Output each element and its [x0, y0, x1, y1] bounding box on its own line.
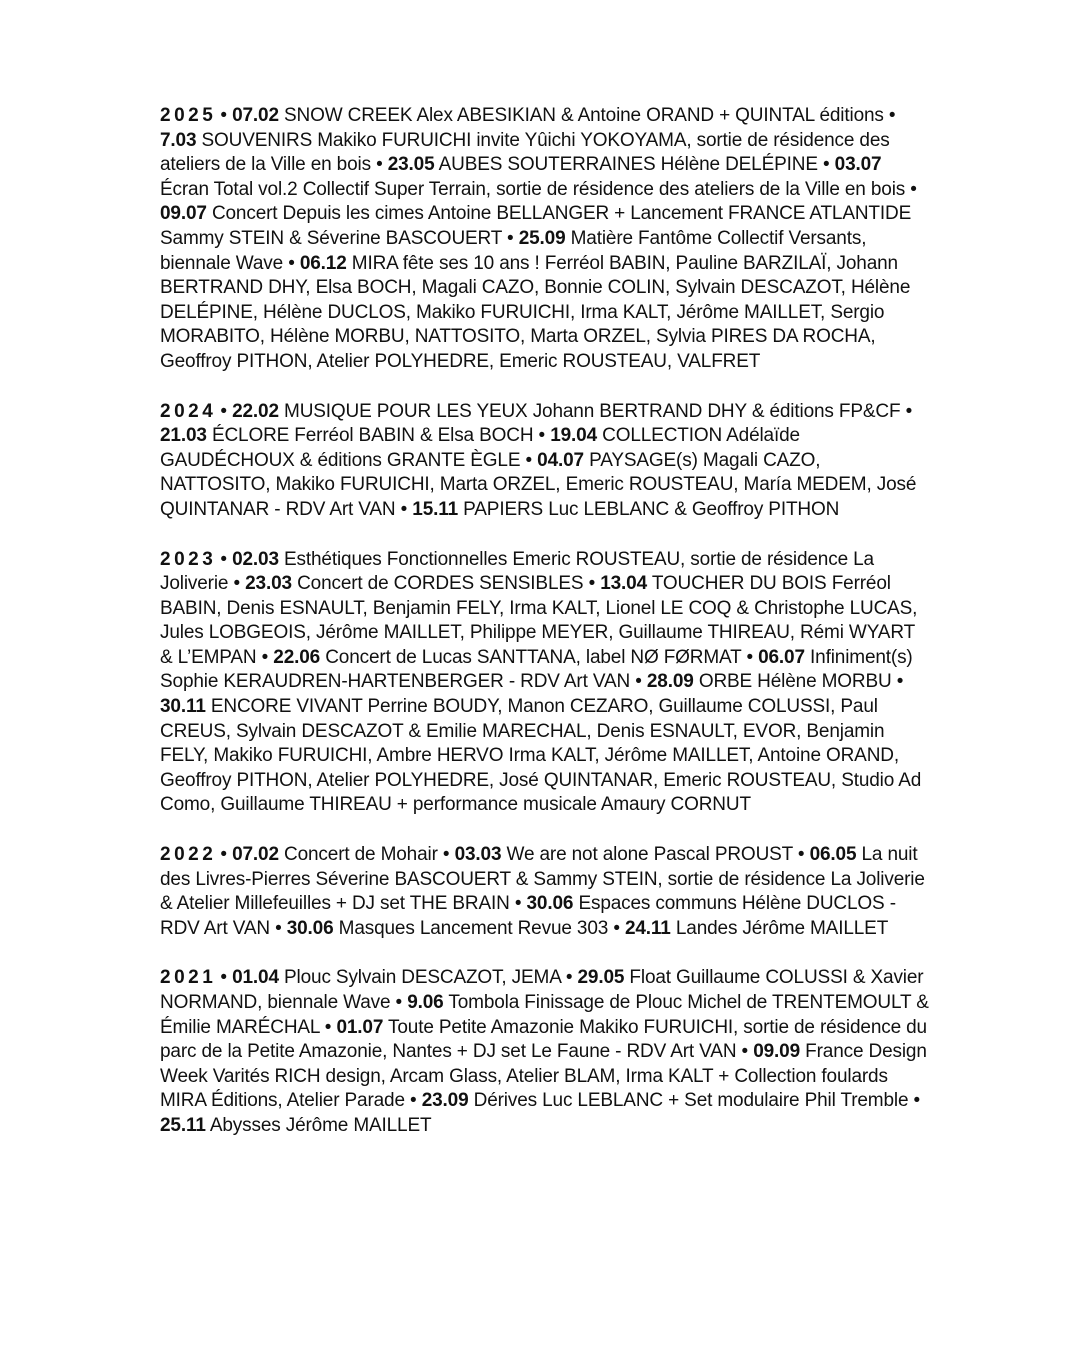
separator: •: [741, 1041, 749, 1063]
event-date: 29.05: [577, 967, 625, 989]
event-text: ORBE Hélène MORBU: [698, 671, 892, 693]
event-text: Infiniment(s) Sophie KERAUDREN-HARTENBERGER - RDV Art VAN: [160, 646, 913, 693]
event-date: 09.09: [753, 1041, 800, 1063]
separator: •: [395, 992, 403, 1013]
separator: •: [896, 671, 904, 693]
event-text: France Design Week Varités RICH design, Arcam Glass, Atelier BLAM, Irma KALT + Collection foulards MIRA Éditions, Atelier Parade: [160, 1041, 927, 1112]
separator: •: [613, 917, 620, 939]
separator: •: [588, 573, 596, 595]
year-heading: 2023: [160, 548, 217, 570]
event-date: 9.06: [407, 992, 444, 1013]
event-text: TOUCHER DU BOIS Ferréol BABIN, Denis ESNAULT, Benjamin FELY, Irma KALT, Lionel LE COQ & Christophe LUCAS, Jules LOBGEOIS, Jérôme MAILLET, Philippe MEYER, Guillaume THIREAU, Rémi WYART & L’EMPAN: [160, 573, 918, 668]
event-date: 21.03: [160, 425, 207, 447]
event-date: 07.02: [232, 105, 279, 126]
separator: •: [913, 1090, 921, 1112]
year-block-2025: [160, 104, 930, 375]
event-text: Plouc Sylvain DESCAZOT, JEMA: [284, 967, 561, 989]
exhibition-history: [160, 104, 930, 1164]
separator: •: [324, 1016, 332, 1038]
year-block-2023: [160, 548, 930, 819]
event-text: COLLECTION Adélaïde GAUDÉCHOUX & éditions GRANTE ÈGLE: [160, 425, 800, 471]
separator: •: [823, 154, 830, 176]
separator: •: [220, 548, 227, 570]
event-text: Toute Petite Amazonie Makiko FURUICHI, sortie de résidence du parc de la Petite Amazonie, Nantes + DJ set Le Faune - RDV Art VAN: [160, 1016, 927, 1063]
event-date: 09.07: [160, 203, 207, 225]
separator: •: [797, 844, 805, 866]
event-date: 15.11: [412, 498, 459, 520]
separator: •: [746, 646, 753, 668]
separator: •: [635, 671, 642, 693]
event-date: 19.04: [550, 425, 597, 447]
event-text: Espaces communs Hélène DUCLOS - RDV Art VAN: [160, 893, 896, 939]
event-date: 07.02: [232, 844, 279, 866]
separator: •: [507, 227, 514, 249]
event-text: Concert Depuis les cimes Antoine BELLANGER + Lancement FRANCE ATLANTIDE Sammy STEIN & Séverine BASCOUERT: [160, 203, 912, 249]
event-text: Concert de Lucas SANTTANA, label NØ FØRMAT: [325, 646, 742, 668]
separator: •: [538, 425, 546, 447]
event-text: PAPIERS Luc LEBLANC & Geoffroy PITHON: [463, 498, 840, 520]
event-date: 06.12: [299, 252, 347, 274]
event-text: Écran Total vol.2 Collectif Super Terrain, sortie de résidence des ateliers de la Ville en bois: [160, 178, 906, 200]
event-text: ÉCLORE Ferréol BABIN & Elsa BOCH: [211, 425, 534, 447]
event-date: 25.09: [518, 227, 566, 249]
event-date: 06.07: [758, 646, 805, 668]
event-text: We are not alone Pascal PROUST: [506, 844, 793, 866]
event-date: 22.06: [273, 646, 321, 668]
event-text: Float Guillaume COLUSSI & Xavier NORMAND, biennale Wave: [160, 967, 924, 1013]
separator: •: [376, 154, 383, 176]
separator: •: [233, 573, 240, 595]
separator: •: [261, 646, 269, 668]
event-text: SOUVENIRS Makiko FURUICHI invite Yûichi YOKOYAMA, sortie de résidence des ateliers de la Ville en bois: [160, 129, 890, 176]
event-text: Concert de CORDES SENSIBLES: [297, 573, 584, 595]
year-heading: 2024: [160, 400, 217, 422]
year-heading: 2025: [160, 105, 217, 126]
event-text: La nuit des Livres-Pierres Séverine BASCOUERT & Sammy STEIN, sortie de résidence La Joliverie & Atelier Millefeuilles + DJ set THE BRAIN: [160, 844, 925, 915]
separator: •: [220, 105, 227, 126]
event-text: Concert de Mohair: [284, 844, 438, 866]
event-date: 04.07: [537, 449, 584, 471]
year-block-2021: [160, 966, 930, 1138]
event-date: 7.03: [160, 129, 197, 151]
separator: •: [400, 498, 408, 520]
separator: •: [410, 1090, 417, 1112]
separator: •: [288, 252, 295, 274]
year-heading: 2021: [160, 967, 217, 989]
event-text: Esthétiques Fonctionnelles Emeric ROUSTEAU, sortie de résidence La Joliverie: [160, 548, 874, 595]
separator: •: [525, 449, 533, 471]
event-date: 03.07: [834, 154, 882, 176]
event-date: 23.05: [387, 154, 435, 176]
separator: •: [220, 967, 227, 989]
event-text: PAYSAGE(s) Magali CAZO, NATTOSITO, Makiko FURUICHI, Marta ORZEL, Emeric ROUSTEAU, María MEDEM, José QUINTANAR - RDV Art VAN: [160, 449, 917, 520]
event-date: 28.09: [646, 671, 694, 693]
separator: •: [442, 844, 450, 866]
event-date: 30.11: [160, 696, 206, 718]
year-block-2022: [160, 843, 930, 941]
separator: •: [220, 400, 227, 422]
event-text: Dérives Luc LEBLANC + Set modulaire Phil Tremble: [473, 1090, 909, 1112]
year-block-2024: [160, 400, 930, 523]
year-heading: 2022: [160, 844, 217, 866]
event-text: SNOW CREEK Alex ABESIKIAN & Antoine ORAND + QUINTAL éditions: [284, 105, 884, 126]
event-date: 03.03: [454, 844, 502, 866]
event-text: MIRA fête ses 10 ans ! Ferréol BABIN, Pauline BARZILAÏ, Johann BERTRAND DHY, Elsa BOCH, Magali CAZO, Bonnie COLIN, Sylvain DESCAZOT, Hélène DELÉPINE, Hélène DUCLOS, Makiko FURUICHI, Irma KALT, Jérôme MAILLET, Sergio MORABITO, Hélène MORBU, NATTOSITO, Marta ORZEL, Sylvia PIRES DA ROCHA, Geoffroy PITHON, Atelier POLYHEDRE, Emeric ROUSTEAU, VALFRET: [160, 252, 911, 372]
event-text: Landes Jérôme MAILLET: [675, 917, 889, 939]
event-date: 24.11: [624, 917, 671, 939]
event-date: 06.05: [809, 844, 857, 866]
event-date: 02.03: [232, 548, 279, 570]
event-text: MUSIQUE POUR LES YEUX Johann BERTRAND DHY & éditions FP&CF: [284, 400, 901, 422]
event-date: 30.06: [526, 893, 574, 915]
event-date: 13.04: [600, 573, 648, 595]
separator: •: [514, 893, 522, 915]
event-date: 01.07: [336, 1016, 384, 1038]
event-date: 22.02: [232, 400, 279, 422]
separator: •: [275, 917, 282, 939]
event-text: ENCORE VIVANT Perrine BOUDY, Manon CEZARO, Guillaume COLUSSI, Paul CREUS, Sylvain DESCAZOT & Emilie MARECHAL, Denis ESNAULT, EVOR, Benjamin FELY, Makiko FURUICHI, Ambre HERVO Irma KALT, Jérôme MAILLET, Antoine ORAND, Geoffroy PITHON, Atelier POLYHEDRE, José QUINTANAR, Emeric ROUSTEAU, Studio Ad Como, Guillaume THIREAU + performance musicale Amaury CORNUT: [160, 696, 922, 816]
separator: •: [565, 967, 573, 989]
event-date: 01.04: [232, 967, 279, 989]
event-date: 23.03: [245, 573, 292, 595]
separator: •: [220, 844, 227, 866]
event-date: 23.09: [421, 1090, 469, 1112]
separator: •: [910, 178, 917, 200]
event-date: 25.11: [160, 1114, 206, 1136]
event-text: Tombola Finissage de Plouc Michel de TRENTEMOULT & Émilie MARÉCHAL: [160, 992, 929, 1038]
separator: •: [888, 105, 896, 126]
event-text: AUBES SOUTERRAINES Hélène DELÉPINE: [438, 154, 818, 176]
event-text: Matière Fantôme Collectif Versants, biennale Wave: [160, 227, 867, 274]
event-text: Abysses Jérôme MAILLET: [209, 1114, 432, 1136]
separator: •: [905, 400, 913, 422]
event-date: 30.06: [286, 917, 334, 939]
event-text: Masques Lancement Revue 303: [338, 917, 609, 939]
